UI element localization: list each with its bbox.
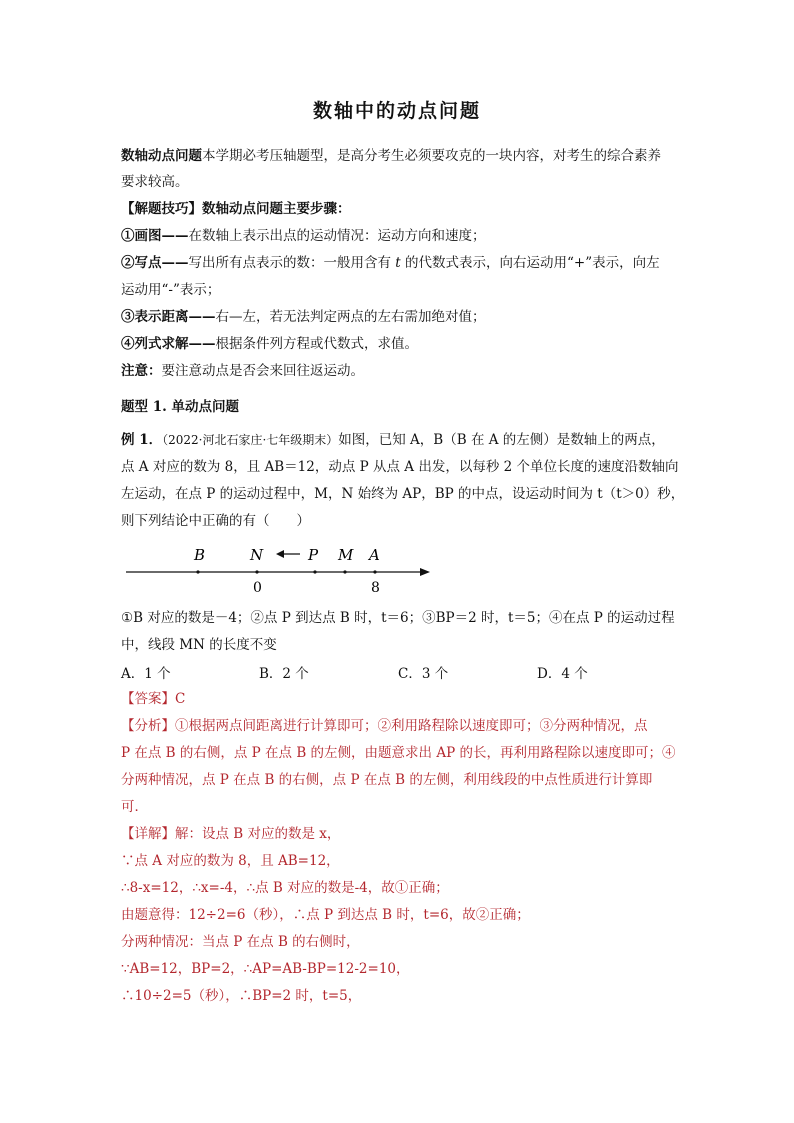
detail-line-7: ∴10÷2=5（秒），∴BP=2 时，t=5， — [121, 988, 362, 1004]
label-m: M — [338, 546, 354, 564]
tick-m — [343, 570, 346, 573]
step-2-cont: 运动用“-”表示； — [121, 282, 221, 298]
detail-line-5: 分两种情况：当点 P 在点 B 的右侧时， — [121, 934, 360, 950]
tick-p — [313, 570, 316, 573]
tick-label-8: 8 — [371, 580, 380, 596]
tick-label-0: 0 — [253, 580, 262, 596]
step-2: ②写点——写出所有点表示的数：一般用含有 t 的代数式表示，向右运动用“+”表示，向左 — [121, 255, 660, 271]
detail-line-4: 由题意得：12÷2=6（秒），∴点 P 到达点 B 时，t=6，故②正确； — [121, 907, 530, 923]
section-heading: 题型 1. 单动点问题 — [121, 399, 239, 415]
step-1: ①画图——在数轴上表示出点的运动情况：运动方向和速度； — [121, 228, 486, 244]
step-4: ④列式求解——根据条件列方程或代数式，求值。 — [121, 336, 418, 352]
label-a: A — [369, 546, 380, 564]
tick-0 — [255, 570, 258, 573]
axis-arrow-icon — [420, 568, 430, 576]
label-p: P — [308, 546, 319, 564]
statements-line-1: ①B 对应的数是－4；②点 P 到达点 B 时，t＝6；③BP＝2 时，t＝5；④在点 P 的运动过程 — [121, 610, 675, 626]
option-b: B．2 个 — [259, 666, 309, 682]
step-3: ③表示距离——右—左，若无法判定两点的左右需加绝对值； — [121, 309, 486, 325]
statements-line-2: 中，线段 MN 的长度不变 — [121, 637, 277, 653]
label-n: N — [250, 546, 264, 564]
example-line-2: 点 A 对应的数为 8，且 AB＝12，动点 P 从点 A 出发，以每秒 2 个单位长度的速度沿数轴向 — [121, 459, 679, 475]
analysis-line-2: P 在点 B 的右侧，点 P 在点 B 的左侧，由题意求出 AP 的长，再利用路程除以速度即可；④ — [121, 745, 676, 761]
detail-line-6: ∵AB=12，BP=2，∴AP=AB-BP=12-2=10， — [121, 961, 410, 977]
label-b: B — [194, 546, 206, 564]
answer: 【答案】C — [121, 691, 186, 707]
intro-text: 本学期必考压轴题型，是高分考生必须要攻克的一块内容，对考生的综合素养 — [202, 148, 661, 164]
intro-bold: 数轴动点问题 — [121, 148, 202, 164]
note: 注意：要注意动点是否会来回往返运动。 — [121, 363, 364, 379]
number-line-figure — [118, 540, 448, 600]
detail-line-1: 【详解】解：设点 B 对应的数是 x， — [121, 826, 341, 842]
example-line-1: 例 1．（2022·河北石家庄·七年级期末）如图，已知 A，B（B 在 A 的左侧）是数轴上的两点， — [121, 432, 665, 448]
example-line-3: 左运动，在点 P 的运动过程中，M，N 始终为 AP，BP 的中点，设运动时间为 t（t＞0）秒， — [121, 486, 685, 502]
analysis-line-1: 【分析】①根据两点间距离进行计算即可；②利用路程除以速度即可；③分两种情况，点 — [121, 718, 648, 734]
tick-b — [196, 570, 199, 573]
analysis-line-3: 分两种情况，点 P 在点 B 的右侧，点 P 在点 B 的左侧，利用线段的中点性质进行计算即 — [121, 772, 653, 788]
option-d: D．4 个 — [537, 666, 588, 682]
analysis-line-4: 可． — [121, 799, 148, 815]
intro-line-1 — [121, 146, 661, 166]
detail-line-3: ∴8-x=12，∴x=-4，∴点 B 对应的数是-4，故①正确； — [121, 880, 449, 896]
example-line-4: 则下列结论中正确的有（ ） — [121, 513, 310, 529]
option-a: A．1 个 — [121, 666, 171, 682]
tips-heading: 【解题技巧】数轴动点问题主要步骤： — [121, 201, 351, 217]
page-title: 数轴中的动点问题 — [312, 100, 481, 122]
option-c: C．3 个 — [398, 666, 449, 682]
intro-line-2: 要求较高。 — [121, 174, 189, 190]
detail-line-2: ∵点 A 对应的数为 8，且 AB=12， — [121, 853, 340, 869]
tick-8 — [373, 570, 376, 573]
